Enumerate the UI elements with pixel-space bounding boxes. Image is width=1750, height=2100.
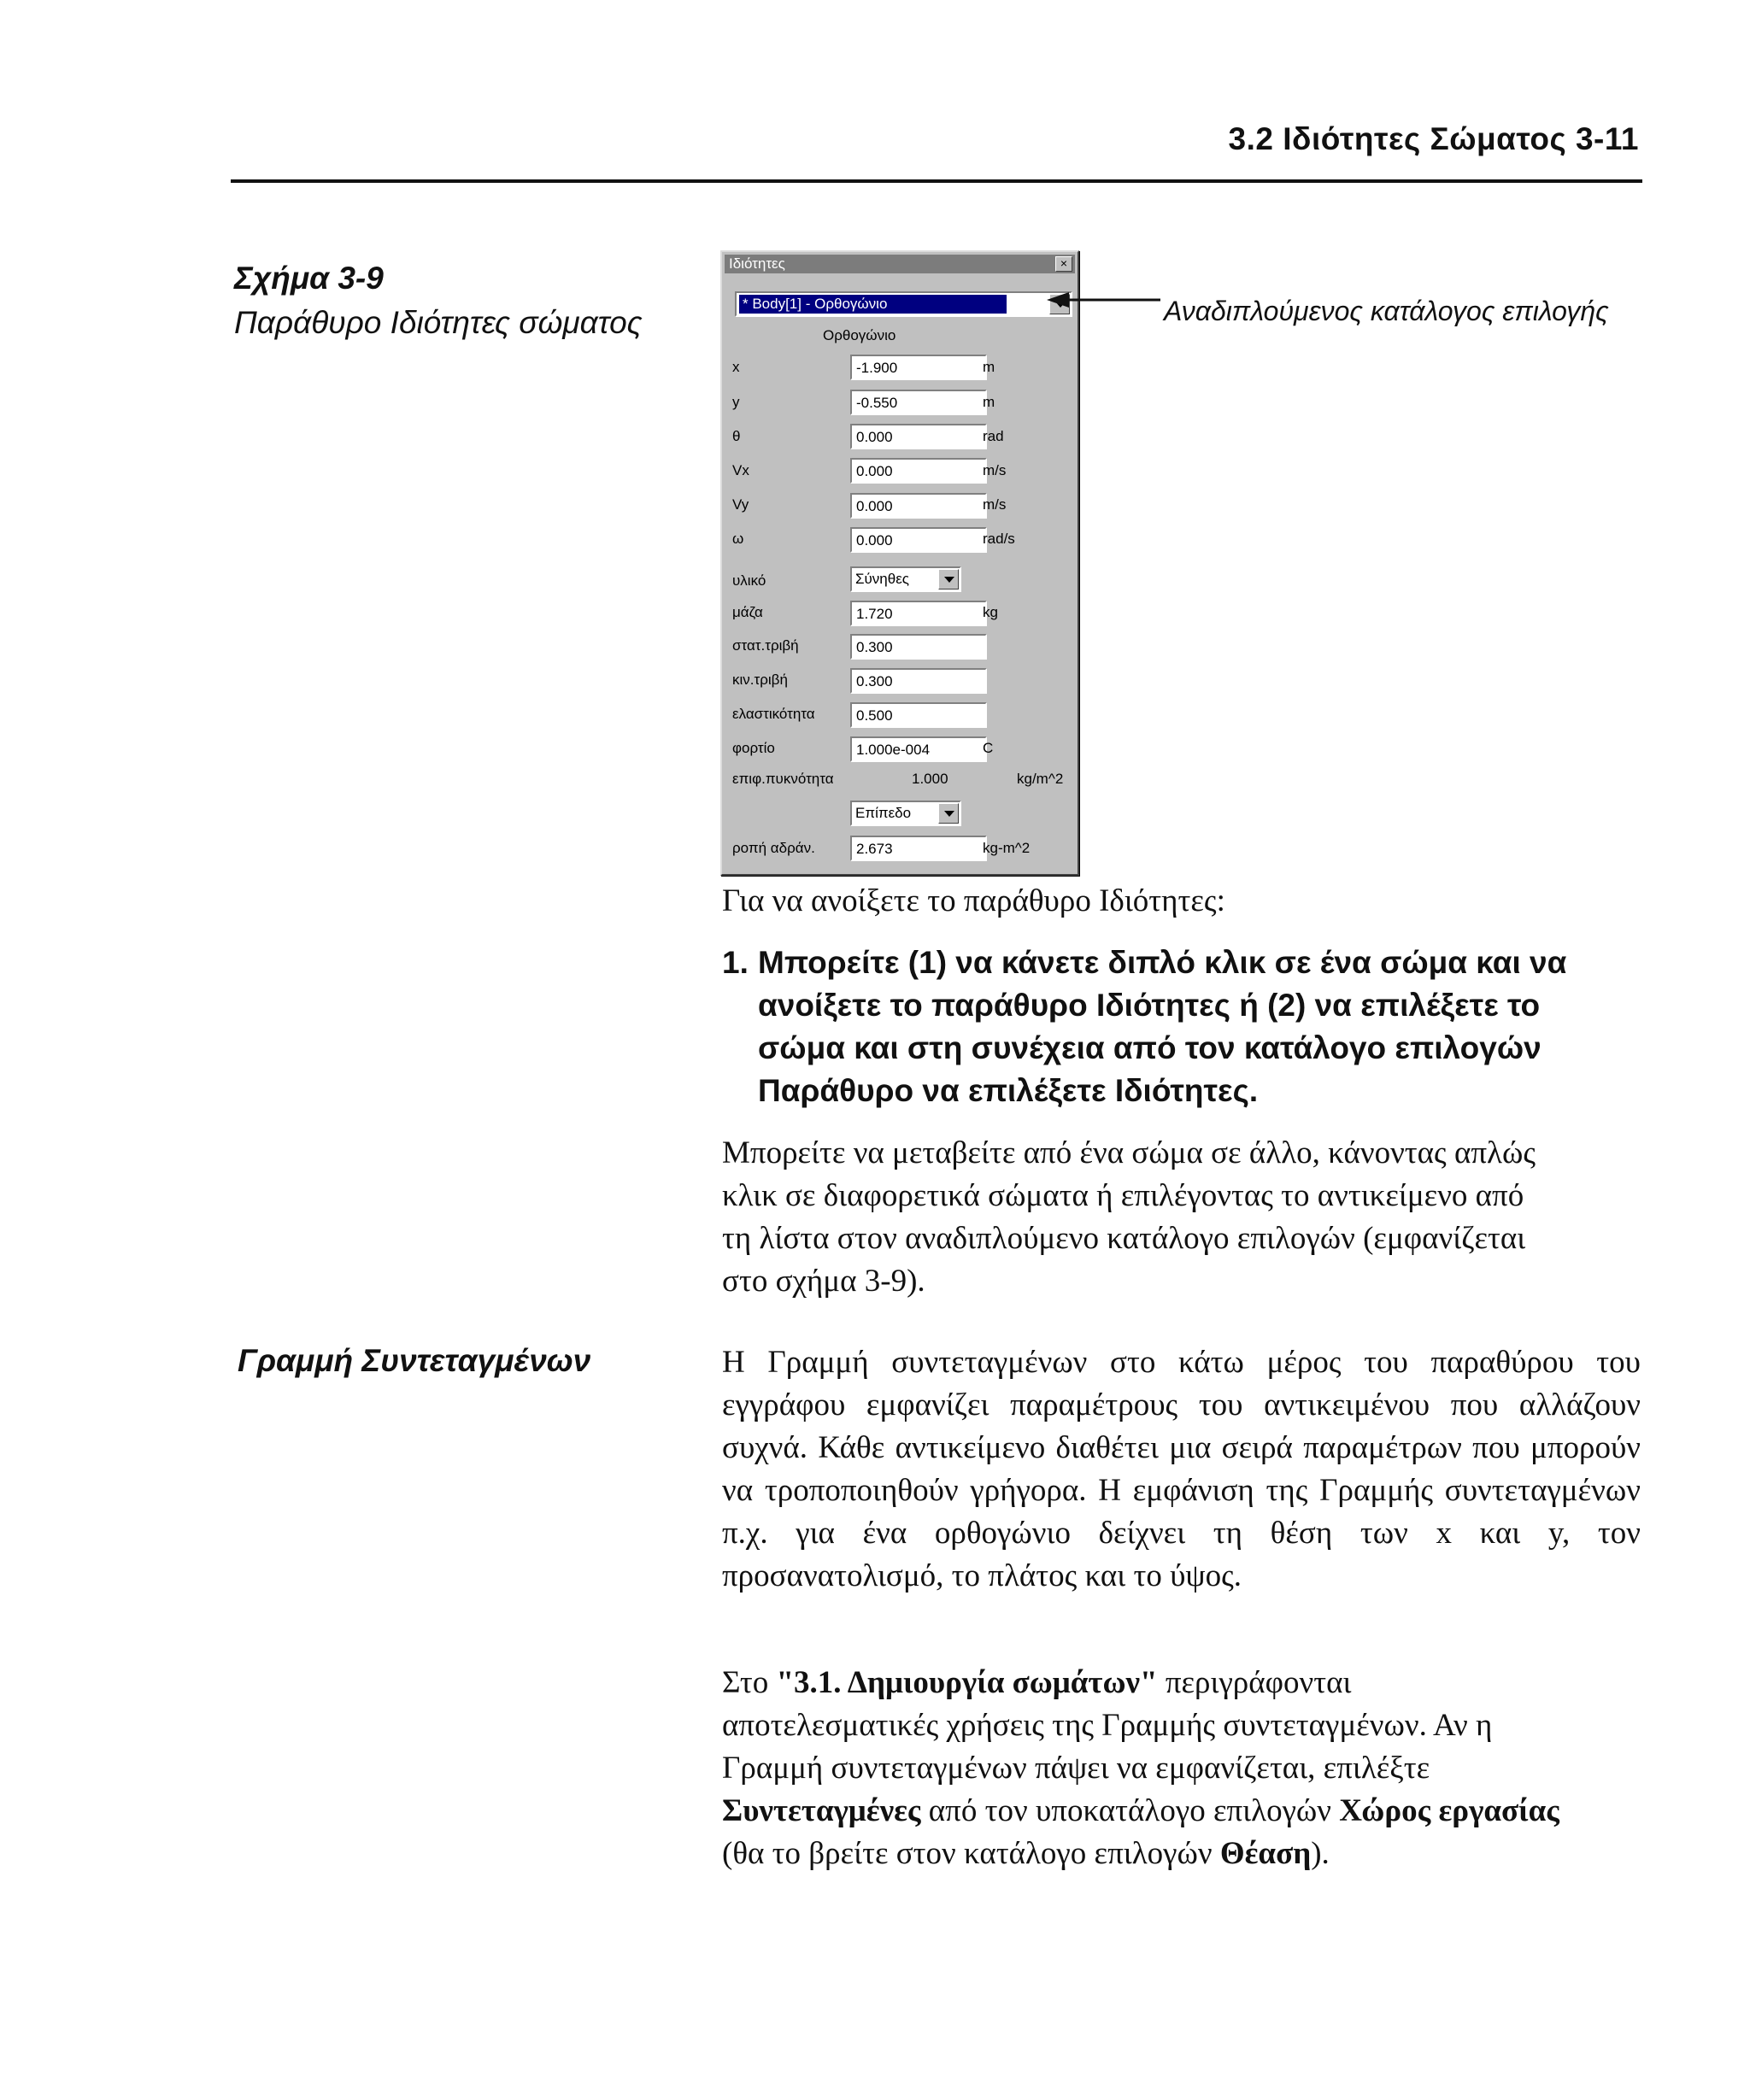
unit-density: kg/m^2 xyxy=(1017,771,1064,787)
inertia-field[interactable]: 2.673 xyxy=(850,836,987,861)
step-line: σώμα και στη συνέχεια από τον κατάλογο επιλογών xyxy=(758,1030,1542,1065)
close-icon[interactable]: × xyxy=(1055,256,1072,272)
intro-text: Για να ανοίξετε το παράθυρο Ιδιότητες: xyxy=(722,883,1225,918)
plane-dropdown[interactable] xyxy=(850,801,961,826)
density-value: 1.000 xyxy=(912,771,948,787)
paragraph-switch-bodies xyxy=(722,1132,1645,1303)
step-line: ανοίξετε το παράθυρο Ιδιότητες ή (2) να επιλέξετε το xyxy=(758,988,1541,1023)
running-header: 3.2 Ιδιότητες Σώματος 3-11 xyxy=(1228,121,1639,156)
mass-field[interactable]: 1.720 xyxy=(850,601,987,626)
vy-field[interactable]: 0.000 xyxy=(850,493,987,519)
chevron-down-icon[interactable] xyxy=(938,803,959,824)
label-vx: Vx xyxy=(732,462,749,478)
label-vy: Vy xyxy=(732,496,749,513)
callout-arrow-icon xyxy=(1047,290,1162,309)
step-1 xyxy=(722,941,1645,1112)
paragraph-coordinate-bar: Η Γραμμή συντεταγμένων στο κάτω μέρος του παραθύρου του εγγράφου εμφανίζει παραμέτρους του αντικειμένου που αλλάζουν συχνά. Κάθε αντικείμενο διαθέτει μια σειρά παραμέτρων που μπορούν να τροποποιηθούν γρήγορα. Η εμφάνιση της Γραμμής συντεταγμένων π.χ. για ένα ορθογώνιο δείχνει τη θέση των x και y, τον προσανατολισμό, το πλάτος και το ύψος. xyxy=(722,1345,1641,1593)
plane-value: Επίπεδο xyxy=(855,805,912,821)
unit-inertia: kg-m^2 xyxy=(983,840,1031,856)
paragraph-line: κλικ σε διαφορετικά σώματα ή επιλέγοντας το αντικείμενο από xyxy=(722,1178,1524,1213)
step-number: 1. xyxy=(722,945,749,980)
dialog-titlebar[interactable] xyxy=(725,255,1075,273)
unit-charge: C xyxy=(983,740,994,756)
label-mass: μάζα xyxy=(732,604,763,620)
paragraph-line: στο σχήμα 3-9). xyxy=(722,1264,925,1299)
label-inertia: ροπή αδράν. xyxy=(732,840,815,856)
label-elasticity: ελαστικότητα xyxy=(732,706,815,722)
label-static-friction: στατ.τριβή xyxy=(732,637,799,654)
charge-field[interactable]: 1.000e-004 xyxy=(850,736,987,762)
paragraph-line: Μπορείτε να μεταβείτε από ένα σώμα σε άλλο, κάνοντας απλώς xyxy=(722,1135,1536,1170)
theta-field[interactable]: 0.000 xyxy=(850,424,987,449)
kinetic-friction-field[interactable]: 0.300 xyxy=(850,668,987,694)
dialog-title: Ιδιότητες xyxy=(729,255,785,272)
label-material: υλικό xyxy=(732,572,766,589)
properties-dialog xyxy=(720,250,1079,876)
shape-label: Ορθογώνιο xyxy=(823,327,896,343)
paragraph-coordinate-usage xyxy=(722,1662,1645,1875)
paragraph-line: Συντεταγμένες από τον υποκατάλογο επιλογών Χώρος εργασίας xyxy=(722,1793,1559,1828)
figure-caption xyxy=(234,261,643,341)
body-select-value: * Body[1] - Ορθογώνιο xyxy=(739,295,1007,314)
label-density: επιφ.πυκνότητα xyxy=(732,771,834,787)
step-line: Μπορείτε (1) να κάνετε διπλό κλικ σε ένα σώμα και να xyxy=(758,945,1567,980)
paragraph-line: Γραμμή συντεταγμένων πάψει να εμφανίζεται, επιλέξτε xyxy=(722,1751,1430,1786)
figure-number: Σχήμα 3-9 xyxy=(234,261,384,296)
callout-text: Αναδιπλούμενος κατάλογος επιλογής xyxy=(1164,296,1609,326)
unit-theta: rad xyxy=(983,428,1004,444)
label-kinetic-friction: κιν.τριβή xyxy=(732,672,788,688)
paragraph-line: Στο "3.1. Δημιουργία σωμάτων" περιγράφονται xyxy=(722,1665,1352,1700)
material-value: Σύνηθες xyxy=(855,571,909,587)
omega-field[interactable]: 0.000 xyxy=(850,527,987,553)
paragraph-line: τη λίστα στον αναδιπλούμενο κατάλογο επιλογών (εμφανίζεται xyxy=(722,1221,1526,1256)
link-section-3-1: "3.1. Δημιουργία σωμάτων" xyxy=(776,1665,1158,1700)
vx-field[interactable]: 0.000 xyxy=(850,458,987,484)
static-friction-field[interactable]: 0.300 xyxy=(850,634,987,660)
figure-caption-text: Παράθυρο Ιδιότητες σώματος xyxy=(234,305,643,340)
chevron-down-icon[interactable] xyxy=(938,569,959,590)
label-y: y xyxy=(732,394,740,410)
unit-omega: rad/s xyxy=(983,531,1015,547)
y-field[interactable]: -0.550 xyxy=(850,390,987,415)
unit-vx: m/s xyxy=(983,462,1007,478)
paragraph-line: αποτελεσματικές χρήσεις της Γραμμής συντεταγμένων. Αν η xyxy=(722,1708,1493,1743)
unit-x: m xyxy=(983,359,995,375)
header-rule xyxy=(231,179,1642,183)
side-heading: Γραμμή Συντεταγμένων xyxy=(238,1343,591,1378)
material-dropdown[interactable] xyxy=(850,566,961,592)
label-omega: ω xyxy=(732,531,744,547)
unit-y: m xyxy=(983,394,995,410)
x-field[interactable]: -1.900 xyxy=(850,355,987,380)
label-theta: θ xyxy=(732,428,741,444)
paragraph-line: (θα το βρείτε στον κατάλογο επιλογών Θέαση). xyxy=(722,1836,1330,1871)
elasticity-field[interactable]: 0.500 xyxy=(850,702,987,728)
body-select-dropdown[interactable] xyxy=(735,291,1072,317)
unit-vy: m/s xyxy=(983,496,1007,513)
label-x: x xyxy=(732,359,740,375)
step-line: Παράθυρο να επιλέξετε Ιδιότητες. xyxy=(758,1073,1259,1108)
label-charge: φορτίο xyxy=(732,740,775,756)
unit-mass: kg xyxy=(983,604,998,620)
